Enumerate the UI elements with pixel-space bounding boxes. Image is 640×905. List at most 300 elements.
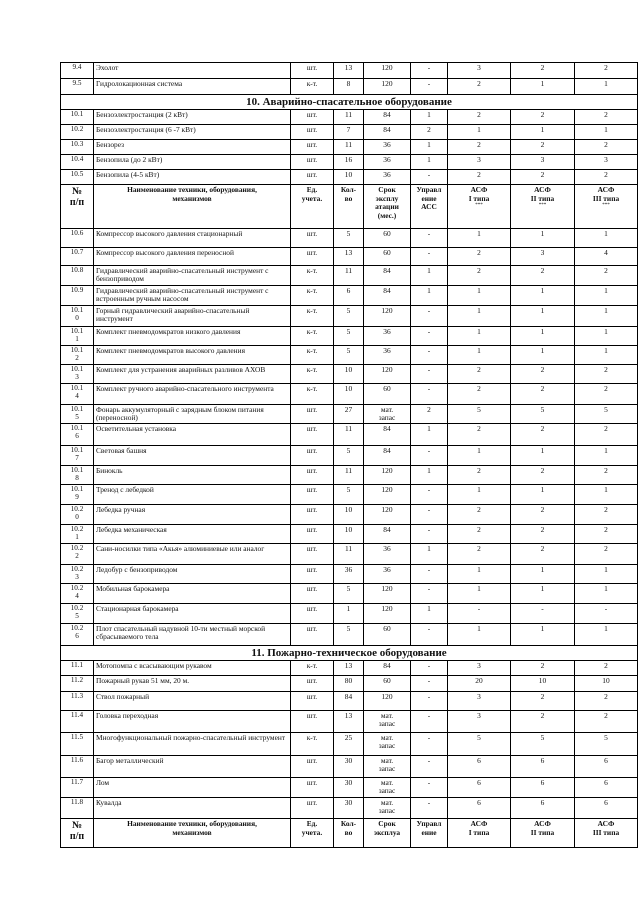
column-header-name: [94, 185, 291, 229]
unit-cell: к-т.: [291, 327, 334, 346]
item-name: Ледобур с бензоприводом: [94, 565, 291, 584]
unit-cell: шт.: [291, 485, 334, 505]
quantity-cell: 13: [334, 711, 364, 733]
table-row: [61, 229, 638, 248]
asf-type3-cell: 2: [575, 466, 638, 485]
table-row: [61, 544, 638, 565]
item-name: Плот спасательный надувной 10-ти местный морской сбрасываемого тела: [94, 624, 291, 646]
service-life-cell: 60: [364, 676, 411, 692]
management-cell: -: [411, 676, 448, 692]
asf-type2-cell: -: [511, 604, 575, 624]
service-life-cell: 120: [364, 63, 411, 79]
unit-cell: шт.: [291, 505, 334, 525]
row-number: 10.3: [61, 140, 94, 155]
row-number: 11.5: [61, 733, 94, 756]
item-name: Фонарь аккумуляторный с зарядным блоком питания (переносной): [94, 405, 291, 424]
row-number: 10.2 1: [61, 525, 94, 544]
column-header-asf-type2: [511, 819, 575, 848]
asf-type2-cell: 5: [511, 733, 575, 756]
quantity-cell: 10: [334, 170, 364, 185]
asf-type1-cell: 1: [448, 565, 511, 584]
row-number: 10.4: [61, 155, 94, 170]
service-life-cell: 36: [364, 544, 411, 565]
asf-type3-cell: 2: [575, 140, 638, 155]
asf-type3-cell: 1: [575, 79, 638, 95]
table-row: [61, 384, 638, 405]
asf-type1-cell: 2: [448, 505, 511, 525]
asf-type3-cell: 1: [575, 346, 638, 365]
table-row: [61, 125, 638, 140]
unit-cell: к-т.: [291, 346, 334, 365]
item-name: Гидравлический аварийно-спасательный инструмент с встроенным ручным насосом: [94, 286, 291, 306]
asf-type2-cell: 2: [511, 544, 575, 565]
management-cell: -: [411, 505, 448, 525]
header-label: Срок эксплу атации (мес.): [375, 185, 399, 220]
asf-type2-cell: 2: [511, 266, 575, 286]
column-header-quantity: [334, 185, 364, 229]
asf-type3-cell: 1: [575, 306, 638, 327]
management-cell: -: [411, 565, 448, 584]
service-life-cell: 120: [364, 79, 411, 95]
table-row: [61, 661, 638, 676]
table-row: [61, 485, 638, 505]
asf-type1-cell: 2: [448, 170, 511, 185]
management-cell: -: [411, 661, 448, 676]
asf-type2-cell: 3: [511, 155, 575, 170]
unit-cell: шт.: [291, 676, 334, 692]
table-row: [61, 79, 638, 95]
asf-type2-cell: 3: [511, 248, 575, 266]
asf-type1-cell: 5: [448, 405, 511, 424]
table-row: [61, 155, 638, 170]
unit-cell: шт.: [291, 110, 334, 125]
quantity-cell: 36: [334, 565, 364, 584]
asf-type1-cell: 3: [448, 692, 511, 711]
management-cell: -: [411, 692, 448, 711]
asf-type2-cell: 5: [511, 405, 575, 424]
column-header-service-life: [364, 819, 411, 848]
quantity-cell: 5: [334, 229, 364, 248]
asf-type3-cell: 1: [575, 327, 638, 346]
service-life-cell: мат. запас: [364, 733, 411, 756]
service-life-cell: 120: [364, 466, 411, 485]
asf-type3-cell: 2: [575, 505, 638, 525]
asf-type2-cell: 1: [511, 306, 575, 327]
header-label: Кол- во: [340, 819, 357, 837]
quantity-cell: 10: [334, 525, 364, 544]
service-life-cell: мат. запас: [364, 405, 411, 424]
item-name: Бензопила (4-5 кВт): [94, 170, 291, 185]
service-life-cell: мат. запас: [364, 711, 411, 733]
quantity-cell: 16: [334, 155, 364, 170]
service-life-cell: 36: [364, 155, 411, 170]
asf-type1-cell: 2: [448, 140, 511, 155]
item-name: Бензоэлектростанция (6 -7 кВт): [94, 125, 291, 140]
management-cell: -: [411, 711, 448, 733]
asf-type1-cell: 2: [448, 424, 511, 446]
quantity-cell: 13: [334, 661, 364, 676]
asf-type1-cell: 6: [448, 756, 511, 778]
asf-type2-cell: 2: [511, 110, 575, 125]
unit-cell: к-т.: [291, 79, 334, 95]
unit-cell: шт.: [291, 446, 334, 466]
item-name: Ствол пожарный: [94, 692, 291, 711]
header-label: АСФ III типа: [592, 185, 620, 203]
management-cell: -: [411, 79, 448, 95]
asf-type2-cell: 1: [511, 485, 575, 505]
row-number: 11.4: [61, 711, 94, 733]
management-cell: -: [411, 798, 448, 819]
header-label: Срок эксплуа: [373, 819, 401, 837]
table-row: [61, 346, 638, 365]
item-name: Эхолот: [94, 63, 291, 79]
unit-cell: шт.: [291, 711, 334, 733]
quantity-cell: 5: [334, 346, 364, 365]
asf-type1-cell: 1: [448, 306, 511, 327]
table-row: [61, 711, 638, 733]
asf-type1-cell: 1: [448, 327, 511, 346]
column-header-asf-type3: [575, 185, 638, 229]
service-life-cell: мат. запас: [364, 778, 411, 798]
asf-type3-cell: 2: [575, 384, 638, 405]
asf-type2-cell: 2: [511, 692, 575, 711]
service-life-cell: мат. запас: [364, 756, 411, 778]
asf-type2-cell: 1: [511, 286, 575, 306]
management-cell: -: [411, 365, 448, 384]
header-label: № п/п: [69, 186, 85, 208]
unit-cell: к-т.: [291, 286, 334, 306]
header-label: Кол- во: [340, 185, 357, 203]
quantity-cell: 84: [334, 692, 364, 711]
service-life-cell: 84: [364, 125, 411, 140]
asf-type1-cell: 1: [448, 446, 511, 466]
header-label: АСФ I типа: [468, 185, 490, 203]
column-header-number: [61, 819, 94, 848]
asf-type3-cell: 1: [575, 485, 638, 505]
item-name: Кувалда: [94, 798, 291, 819]
unit-cell: шт.: [291, 405, 334, 424]
asf-type2-cell: 2: [511, 466, 575, 485]
header-label: Управл ение АСС: [416, 185, 442, 211]
item-name: Мобильная барокамера: [94, 584, 291, 604]
service-life-cell: 60: [364, 384, 411, 405]
row-number: 10.2 3: [61, 565, 94, 584]
column-header-management: [411, 185, 448, 229]
table-row: [61, 624, 638, 646]
asf-type2-cell: 2: [511, 170, 575, 185]
quantity-cell: 10: [334, 505, 364, 525]
asf-type1-cell: 1: [448, 125, 511, 140]
unit-cell: шт.: [291, 466, 334, 485]
column-header-service-life: [364, 185, 411, 229]
table-row: [61, 565, 638, 584]
unit-cell: шт.: [291, 125, 334, 140]
header-label: Наименование техники, оборудования, механизмов: [127, 185, 257, 203]
asf-type3-cell: 1: [575, 125, 638, 140]
item-name: Бензопила (до 2 кВт): [94, 155, 291, 170]
row-number: 11.1: [61, 661, 94, 676]
table-row: [61, 306, 638, 327]
unit-cell: шт.: [291, 756, 334, 778]
asf-type1-cell: 2: [448, 79, 511, 95]
unit-cell: шт.: [291, 140, 334, 155]
asf-type1-cell: 6: [448, 778, 511, 798]
asf-type3-cell: 2: [575, 424, 638, 446]
asf-type1-cell: 2: [448, 248, 511, 266]
asf-type3-cell: 4: [575, 248, 638, 266]
item-name: Багор металлический: [94, 756, 291, 778]
table-row: [61, 733, 638, 756]
asf-type1-cell: 3: [448, 155, 511, 170]
unit-cell: шт.: [291, 778, 334, 798]
section-title-row: [61, 95, 638, 110]
service-life-cell: 36: [364, 327, 411, 346]
service-life-cell: 36: [364, 140, 411, 155]
quantity-cell: 6: [334, 286, 364, 306]
asf-type2-cell: 2: [511, 63, 575, 79]
section-title: 11. Пожарно-техническое оборудование: [61, 646, 638, 661]
service-life-cell: 120: [364, 365, 411, 384]
row-number: 10.5: [61, 170, 94, 185]
row-number: 11.3: [61, 692, 94, 711]
row-number: 10.1 2: [61, 346, 94, 365]
unit-cell: к-т.: [291, 733, 334, 756]
column-header-asf-type1: [448, 819, 511, 848]
table-row: [61, 365, 638, 384]
table-row: [61, 110, 638, 125]
footnote-marker: ***: [602, 203, 610, 208]
management-cell: -: [411, 306, 448, 327]
management-cell: -: [411, 63, 448, 79]
service-life-cell: 36: [364, 346, 411, 365]
quantity-cell: 1: [334, 604, 364, 624]
unit-cell: шт.: [291, 170, 334, 185]
service-life-cell: 120: [364, 485, 411, 505]
management-cell: -: [411, 584, 448, 604]
asf-type3-cell: 6: [575, 778, 638, 798]
table-row: [61, 170, 638, 185]
asf-type3-cell: 2: [575, 525, 638, 544]
column-header-asf-type1: [448, 185, 511, 229]
header-label: АСФ III типа: [592, 819, 620, 837]
asf-type2-cell: 1: [511, 125, 575, 140]
management-cell: -: [411, 446, 448, 466]
row-number: 10.2 2: [61, 544, 94, 565]
asf-type2-cell: 1: [511, 346, 575, 365]
item-name: Бензорез: [94, 140, 291, 155]
unit-cell: шт.: [291, 565, 334, 584]
table-row: [61, 584, 638, 604]
asf-type1-cell: 2: [448, 525, 511, 544]
management-cell: 1: [411, 110, 448, 125]
row-number: 10.1 5: [61, 405, 94, 424]
row-number: 10.1 7: [61, 446, 94, 466]
asf-type2-cell: 1: [511, 565, 575, 584]
row-number: 9.4: [61, 63, 94, 79]
service-life-cell: 60: [364, 229, 411, 248]
service-life-cell: 120: [364, 505, 411, 525]
asf-type2-cell: 1: [511, 229, 575, 248]
unit-cell: к-т.: [291, 365, 334, 384]
row-number: 10.2 5: [61, 604, 94, 624]
asf-type2-cell: 2: [511, 365, 575, 384]
unit-cell: шт.: [291, 63, 334, 79]
quantity-cell: 5: [334, 584, 364, 604]
management-cell: -: [411, 229, 448, 248]
item-name: Бинокль: [94, 466, 291, 485]
asf-type3-cell: 2: [575, 110, 638, 125]
asf-type3-cell: 1: [575, 229, 638, 248]
item-name: Гидролокационная система: [94, 79, 291, 95]
quantity-cell: 5: [334, 624, 364, 646]
section-title: 10. Аварийно-спасательное оборудование: [61, 95, 638, 110]
service-life-cell: 60: [364, 624, 411, 646]
asf-type2-cell: 2: [511, 384, 575, 405]
asf-type2-cell: 2: [511, 424, 575, 446]
item-name: Лом: [94, 778, 291, 798]
header-label: Управл ение: [416, 819, 442, 837]
management-cell: -: [411, 733, 448, 756]
quantity-cell: 25: [334, 733, 364, 756]
asf-type1-cell: 1: [448, 346, 511, 365]
column-header-name: [94, 819, 291, 848]
service-life-cell: 120: [364, 584, 411, 604]
asf-type1-cell: -: [448, 604, 511, 624]
asf-type1-cell: 2: [448, 365, 511, 384]
service-life-cell: 84: [364, 446, 411, 466]
management-cell: 1: [411, 544, 448, 565]
table-row: [61, 140, 638, 155]
service-life-cell: 120: [364, 604, 411, 624]
management-cell: -: [411, 248, 448, 266]
item-name: Сани-носилки типа «Акья» алюминиевые или аналог: [94, 544, 291, 565]
row-number: 10.1 8: [61, 466, 94, 485]
column-header-asf-type2: [511, 185, 575, 229]
item-name: Компрессор высокого давления стационарный: [94, 229, 291, 248]
unit-cell: шт.: [291, 229, 334, 248]
header-label: Ед. учета.: [301, 819, 323, 837]
row-number: 10.1 9: [61, 485, 94, 505]
footnote-marker: ***: [475, 203, 483, 208]
unit-cell: шт.: [291, 584, 334, 604]
asf-type3-cell: -: [575, 604, 638, 624]
item-name: Комплект ручного аварийно-спасательного инструмента: [94, 384, 291, 405]
unit-cell: шт.: [291, 544, 334, 565]
asf-type3-cell: 2: [575, 170, 638, 185]
management-cell: 1: [411, 424, 448, 446]
management-cell: -: [411, 624, 448, 646]
service-life-cell: 36: [364, 565, 411, 584]
service-life-cell: 84: [364, 286, 411, 306]
unit-cell: к-т.: [291, 661, 334, 676]
table-row: [61, 525, 638, 544]
asf-type1-cell: 2: [448, 544, 511, 565]
asf-type2-cell: 2: [511, 525, 575, 544]
quantity-cell: 11: [334, 424, 364, 446]
row-number: 10.2 4: [61, 584, 94, 604]
unit-cell: к-т.: [291, 306, 334, 327]
item-name: Световая башня: [94, 446, 291, 466]
service-life-cell: 84: [364, 424, 411, 446]
header-label: № п/п: [69, 820, 85, 842]
table-header-row: [61, 819, 638, 848]
item-name: Головка переходная: [94, 711, 291, 733]
footnote-marker: ***: [538, 203, 547, 208]
asf-type1-cell: 2: [448, 266, 511, 286]
unit-cell: шт.: [291, 248, 334, 266]
item-name: Комплект пневмодомкратов высокого давления: [94, 346, 291, 365]
equipment-table: [60, 62, 638, 848]
quantity-cell: 80: [334, 676, 364, 692]
asf-type2-cell: 2: [511, 661, 575, 676]
service-life-cell: 36: [364, 170, 411, 185]
unit-cell: шт.: [291, 604, 334, 624]
table-row: [61, 405, 638, 424]
service-life-cell: 84: [364, 525, 411, 544]
item-name: Компрессор высокого давления переносной: [94, 248, 291, 266]
table-row: [61, 604, 638, 624]
asf-type2-cell: 1: [511, 446, 575, 466]
asf-type3-cell: 2: [575, 365, 638, 384]
asf-type3-cell: 1: [575, 584, 638, 604]
quantity-cell: 5: [334, 446, 364, 466]
asf-type3-cell: 10: [575, 676, 638, 692]
asf-type3-cell: 1: [575, 446, 638, 466]
service-life-cell: 84: [364, 110, 411, 125]
management-cell: -: [411, 756, 448, 778]
row-number: 10.2 0: [61, 505, 94, 525]
quantity-cell: 30: [334, 778, 364, 798]
header-label: Наименование техники, оборудования, механизмов: [127, 819, 257, 837]
column-header-quantity: [334, 819, 364, 848]
quantity-cell: 27: [334, 405, 364, 424]
asf-type3-cell: 2: [575, 692, 638, 711]
management-cell: 1: [411, 140, 448, 155]
row-number: 10.6: [61, 229, 94, 248]
row-number: 10.9: [61, 286, 94, 306]
item-name: Бензоэлектростанция (2 кВт): [94, 110, 291, 125]
row-number: 11.6: [61, 756, 94, 778]
unit-cell: шт.: [291, 624, 334, 646]
table-row: [61, 63, 638, 79]
management-cell: -: [411, 525, 448, 544]
asf-type3-cell: 2: [575, 711, 638, 733]
asf-type1-cell: 3: [448, 661, 511, 676]
asf-type1-cell: 2: [448, 466, 511, 485]
quantity-cell: 11: [334, 266, 364, 286]
table-row: [61, 466, 638, 485]
management-cell: 1: [411, 155, 448, 170]
quantity-cell: 13: [334, 248, 364, 266]
asf-type3-cell: 2: [575, 544, 638, 565]
column-header-unit: [291, 185, 334, 229]
unit-cell: шт.: [291, 525, 334, 544]
item-name: Пожарный рукав 51 мм, 20 м.: [94, 676, 291, 692]
table-row: [61, 266, 638, 286]
asf-type1-cell: 1: [448, 624, 511, 646]
unit-cell: к-т.: [291, 266, 334, 286]
asf-type2-cell: 10: [511, 676, 575, 692]
quantity-cell: 13: [334, 63, 364, 79]
asf-type2-cell: 1: [511, 79, 575, 95]
item-name: Мотопомпа с всасывающим рукавом: [94, 661, 291, 676]
table-row: [61, 446, 638, 466]
asf-type1-cell: 1: [448, 485, 511, 505]
asf-type1-cell: 3: [448, 63, 511, 79]
quantity-cell: 30: [334, 756, 364, 778]
service-life-cell: 120: [364, 306, 411, 327]
management-cell: 2: [411, 125, 448, 140]
